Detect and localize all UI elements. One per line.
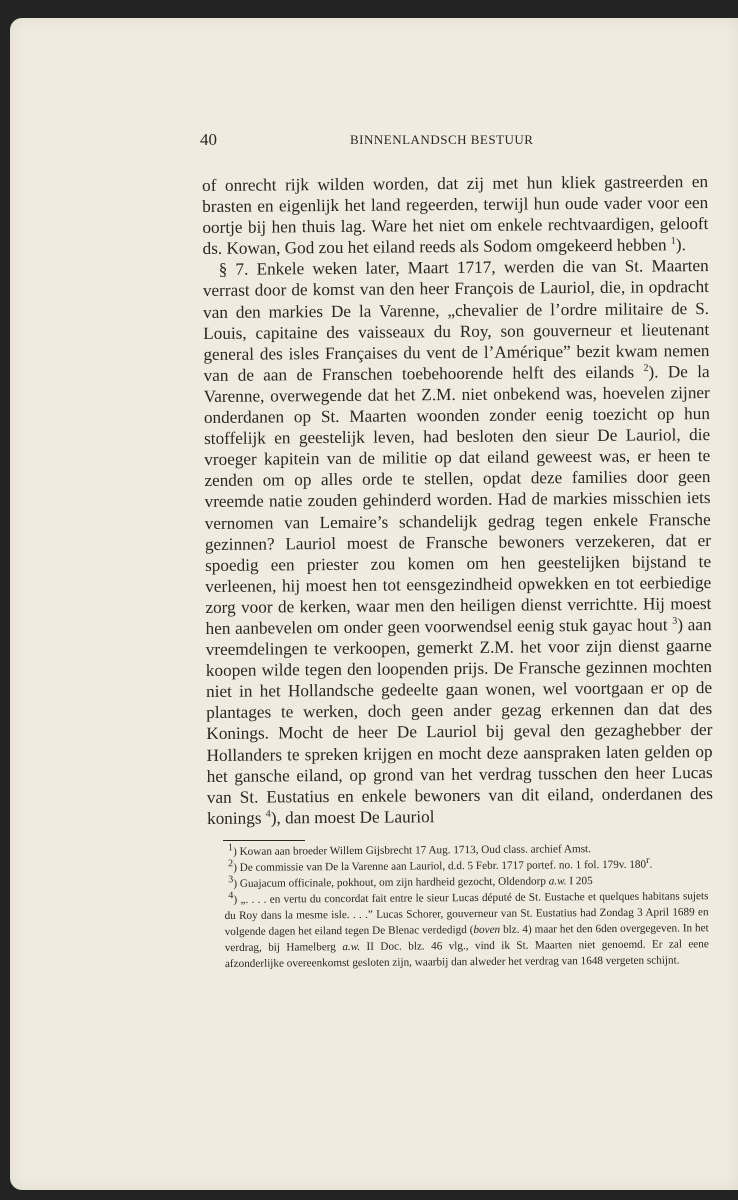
paragraph-2-text-a: § 7. Enkele weken later, Maart 1717, werden die van St. Maarten verrast door de komst van den heer François de Lauriol, die, in opdracht van den markies De la Varenne, „chevalier de l’ordre militaire de S. Louis, capitaine des vaisseaux du Roy, son gouverneur et lieutenant general des isles Françaises du vent de l’Amérique” bezit kwam nemen van de aan de Franschen toebehoorende helft des eilands bbox=[202, 256, 710, 385]
page-header bbox=[200, 130, 710, 154]
footnote-4-text-b: blz. 4) maar het den 6den overgegeven. In het verdrag, bij Hamelberg bbox=[224, 922, 709, 954]
footnote-divider bbox=[223, 840, 305, 841]
book-page bbox=[10, 18, 738, 1190]
footnote-4-mark: 4 bbox=[228, 890, 234, 902]
footnote-2-text: ) De commissie van De la Varenne aan Lauriol, d.d. 5 Febr. 1717 portef. no. 1 fol. 179v. 180 bbox=[233, 858, 647, 874]
footnote-4-citation: a.w. bbox=[342, 940, 361, 954]
footnote-2-mark: 2 bbox=[228, 858, 234, 870]
paragraph-2 bbox=[203, 255, 713, 828]
footnote-4-text-a: ) „. . . . en vertu du concordat fait entre le sieur Lucas député de St. Eustache et quelques habitans sujets du Roy dans la mesme isle. . . .” Lucas Schorer, gouverneur van St. Eustatius had Zondag 3 April 1689 en volgende dagen het eiland tegen De Blenac verdedigd ( bbox=[224, 890, 709, 938]
footnote-3-citation: a.w. bbox=[548, 875, 567, 888]
footnote-2-superscript: r bbox=[646, 854, 650, 866]
footnote-3-mark: 3 bbox=[228, 874, 234, 886]
paragraph-2-text-b: ). De la Varenne, overwegende dat het Z.M. niet onbekend was, hoevelen zijner onderdanen op St. Maarten woonden zonder eenig toezicht op hun stoffelijk en geestelijk leven, had besloten den sieur De Lauriol, die vroeger kapitein van de militie op dat eiland geweest was, er heen te zenden om op alles orde te stellen, opdat deze families door geen vreemde natie zouden gehinderd worden. Had de markies misschien iets vernomen van Lemaire’s schandelijk gedrag tegen enkele Fransche gezinnen? Lauriol moest de Fransche bewoners verzekeren, dat er spoedig een priester zou komen om hen geestelijken bijstand te verleenen, hij moest hen tot eensgezindheid opwekken en tot eerbiedige zorg voor de kerken, waar men den heiligen dienst verrichtte. Hij moest hen aanbevelen om onder geen voorwendsel eenig stuk gayac hout bbox=[203, 361, 712, 638]
footnote-4-text-c: II Doc. blz. 46 vlg., vind ik St. Maarten niet genoemd. Er zal eene afzonderlijke overeenkomst gesloten zijn, waarbij dan alweder het verdrag van 1648 vergeten schijnt. bbox=[224, 938, 709, 970]
footnote-ref-4: 4 bbox=[265, 808, 271, 820]
paragraph-1-text: of onrecht rijk wilden worden, dat zij met hun kliek gastreerden en brasten en eigenlijk het land regeerden, terwijl hun oude vader voor een oortje bij hen thuis lag. Ware het niet om enkele rechtvaardigen, gelooft ds. Kowan, God zou het eiland reeds als Sodom omgekeerd hebben bbox=[202, 172, 709, 259]
footnote-ref-3: 3 bbox=[672, 615, 678, 627]
footnotes bbox=[224, 840, 709, 972]
footnote-ref-2: 2 bbox=[643, 362, 649, 374]
paragraph-2-text-d: ), dan moest De Lauriol bbox=[270, 807, 435, 828]
footnote-1-text: ) Kowan aan broeder Willem Gijsbrecht 17 Aug. 1713, Oud class. archief Amst. bbox=[233, 843, 591, 858]
running-head: BINNENLANDSCH BESTUUR bbox=[350, 132, 534, 147]
footnote-4-boven: boven bbox=[473, 923, 501, 937]
body-text bbox=[202, 171, 713, 829]
footnote-ref-1: 1 bbox=[670, 235, 676, 247]
paragraph-2-text-c: ) aan vreemdelingen te verkoopen, gemerkt Z.M. het voor zijn dienst gaarne koopen wilde tegen den loopenden prijs. De Fransche gezinnen mochten niet in het Hollandsche gedeelte gaan wonen, wel voortgaan er op de plantages te werken, doch geen ander gezag erkennen dan dat des Konings. Mocht de heer De Lauriol bij geval den gezaghebber der Hollanders te spreken krijgen en mocht deze aanspraken laten gelden op het gansche eiland, op grond van het verdrag tusschen den heer Lucas van St. Eustatius en enkele bewoners van dit eiland, onderdanen des konings bbox=[205, 614, 713, 828]
footnote-3-end: I 205 bbox=[569, 875, 593, 888]
footnote-3-text: ) Guajacum officinale, pokhout, om zijn hardheid gezocht, Oldendorp bbox=[233, 875, 546, 890]
page-number: 40 bbox=[200, 130, 217, 149]
footnote-2-end: . bbox=[649, 858, 653, 871]
paragraph-1 bbox=[202, 171, 709, 259]
footnote-4 bbox=[224, 888, 709, 972]
footnote-1-mark: 1 bbox=[227, 842, 234, 854]
paragraph-1-end: ). bbox=[675, 235, 686, 255]
